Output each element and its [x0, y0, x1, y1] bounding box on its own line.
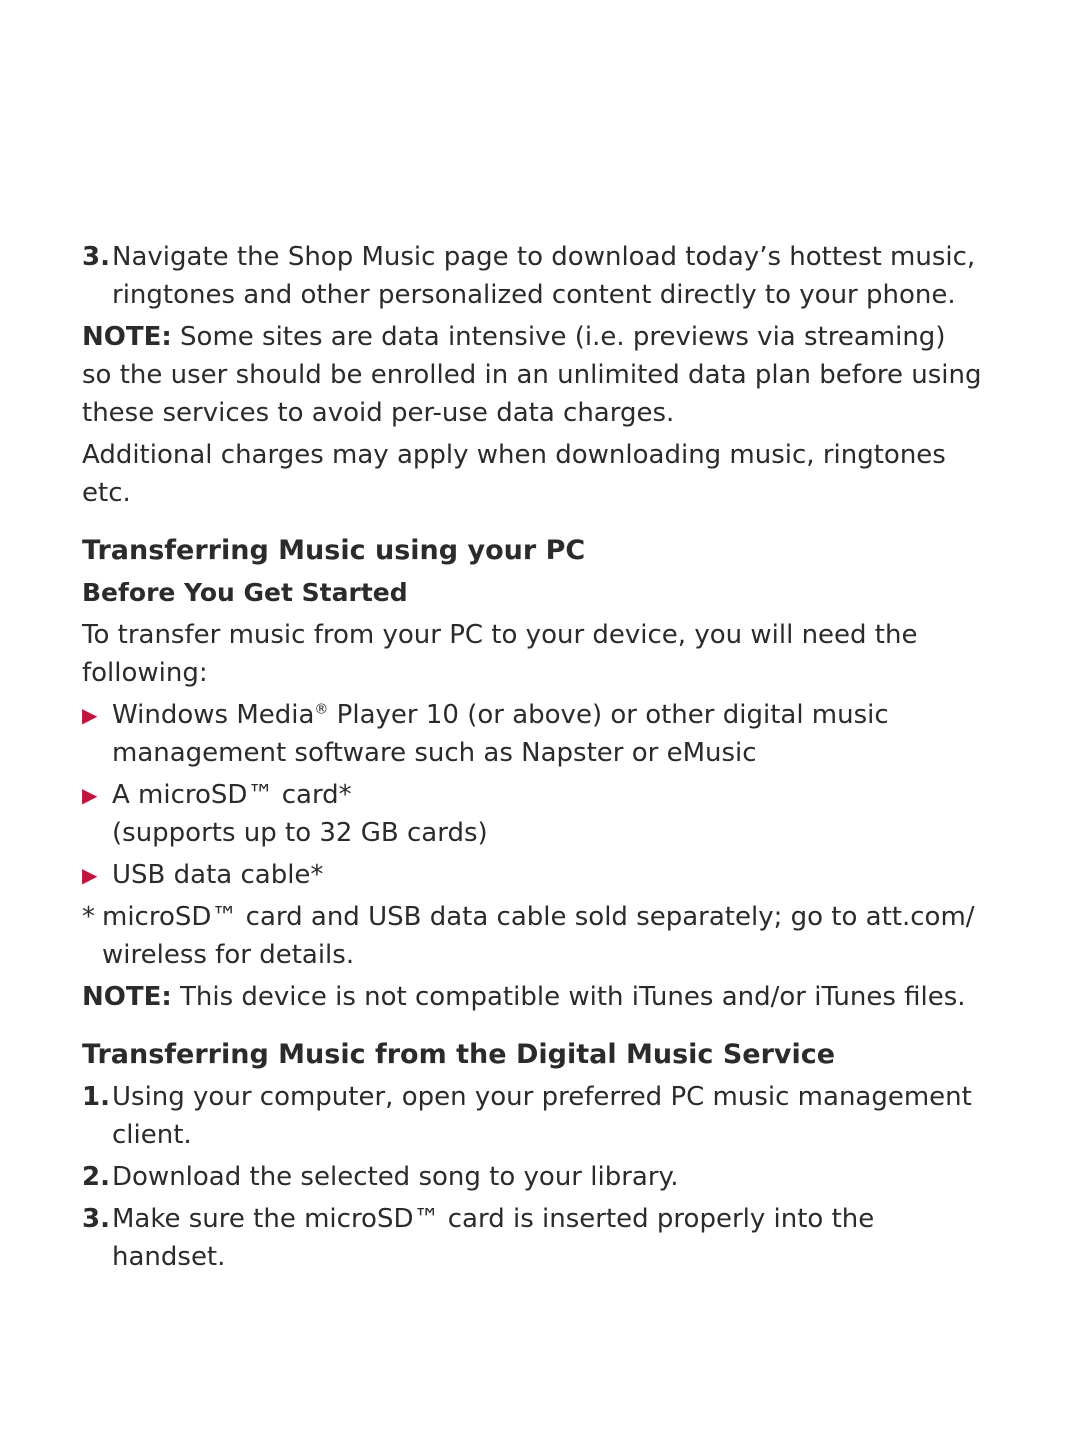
note-label: NOTE:	[82, 982, 172, 1012]
additional-charges-text: Additional charges may apply when downloading music, ringtones etc.	[82, 440, 946, 508]
note-data-intensive	[82, 318, 982, 432]
subheading-before-started: Before You Get Started	[82, 578, 408, 607]
note-text: This device is not compatible with iTunes and/or iTunes files.	[171, 982, 966, 1012]
step-number: 3.	[82, 242, 110, 272]
step-number: 2.	[82, 1162, 110, 1192]
registered-mark: ®	[314, 701, 329, 718]
bullet-item-microsd	[82, 776, 982, 852]
step-1	[82, 1078, 982, 1154]
bullet-item-windows-media	[82, 696, 982, 772]
step-number: 1.	[82, 1082, 110, 1112]
heading-digital-music-service: Transferring Music from the Digital Music Service	[82, 1039, 836, 1070]
step-text: Download the selected song to your library.	[112, 1162, 679, 1192]
triangle-right-icon: ▶	[82, 863, 98, 887]
footnote	[82, 898, 982, 974]
step-3-shop-music	[82, 238, 982, 314]
step-2	[82, 1158, 982, 1196]
bullet-line-2: (supports up to 32 GB cards)	[112, 818, 488, 848]
note-itunes	[82, 978, 982, 1016]
footnote-text: microSD™ card and USB data cable sold separately; go to att.com/ wireless for details.	[102, 902, 975, 970]
step-text: Using your computer, open your preferred PC music management client.	[112, 1082, 972, 1150]
bullet-text	[112, 696, 982, 772]
step-3	[82, 1200, 982, 1276]
bullet-text-part: Player 10 (or above) or other digital music management software such as Napster or eMusic	[112, 700, 889, 768]
intro-text: To transfer music from your PC to your device, you will need the following:	[82, 620, 918, 688]
note-label: NOTE:	[82, 322, 172, 352]
bullet-text: USB data cable*	[112, 860, 324, 890]
footnote-star: *	[82, 902, 95, 932]
triangle-right-icon: ▶	[82, 703, 98, 727]
bullet-text	[112, 776, 982, 852]
bullet-line-1: A microSD™ card*	[112, 780, 352, 810]
note-text: Some sites are data intensive (i.e. previews via streaming) so the user should be enrolled in an unlimited data plan before using these services to avoid per-use data charges.	[82, 322, 982, 428]
heading-transferring-pc: Transferring Music using your PC	[82, 535, 586, 566]
triangle-right-icon: ▶	[82, 783, 98, 807]
bullet-item-usb	[82, 856, 982, 894]
step-text: Navigate the Shop Music page to download today’s hottest music, ringtones and other personalized content directly to your phone.	[112, 242, 976, 310]
bullet-text-part: Windows Media	[112, 700, 315, 730]
step-number: 3.	[82, 1204, 110, 1234]
step-text: Make sure the microSD™ card is inserted properly into the handset.	[112, 1204, 875, 1272]
manual-page	[82, 238, 982, 1280]
